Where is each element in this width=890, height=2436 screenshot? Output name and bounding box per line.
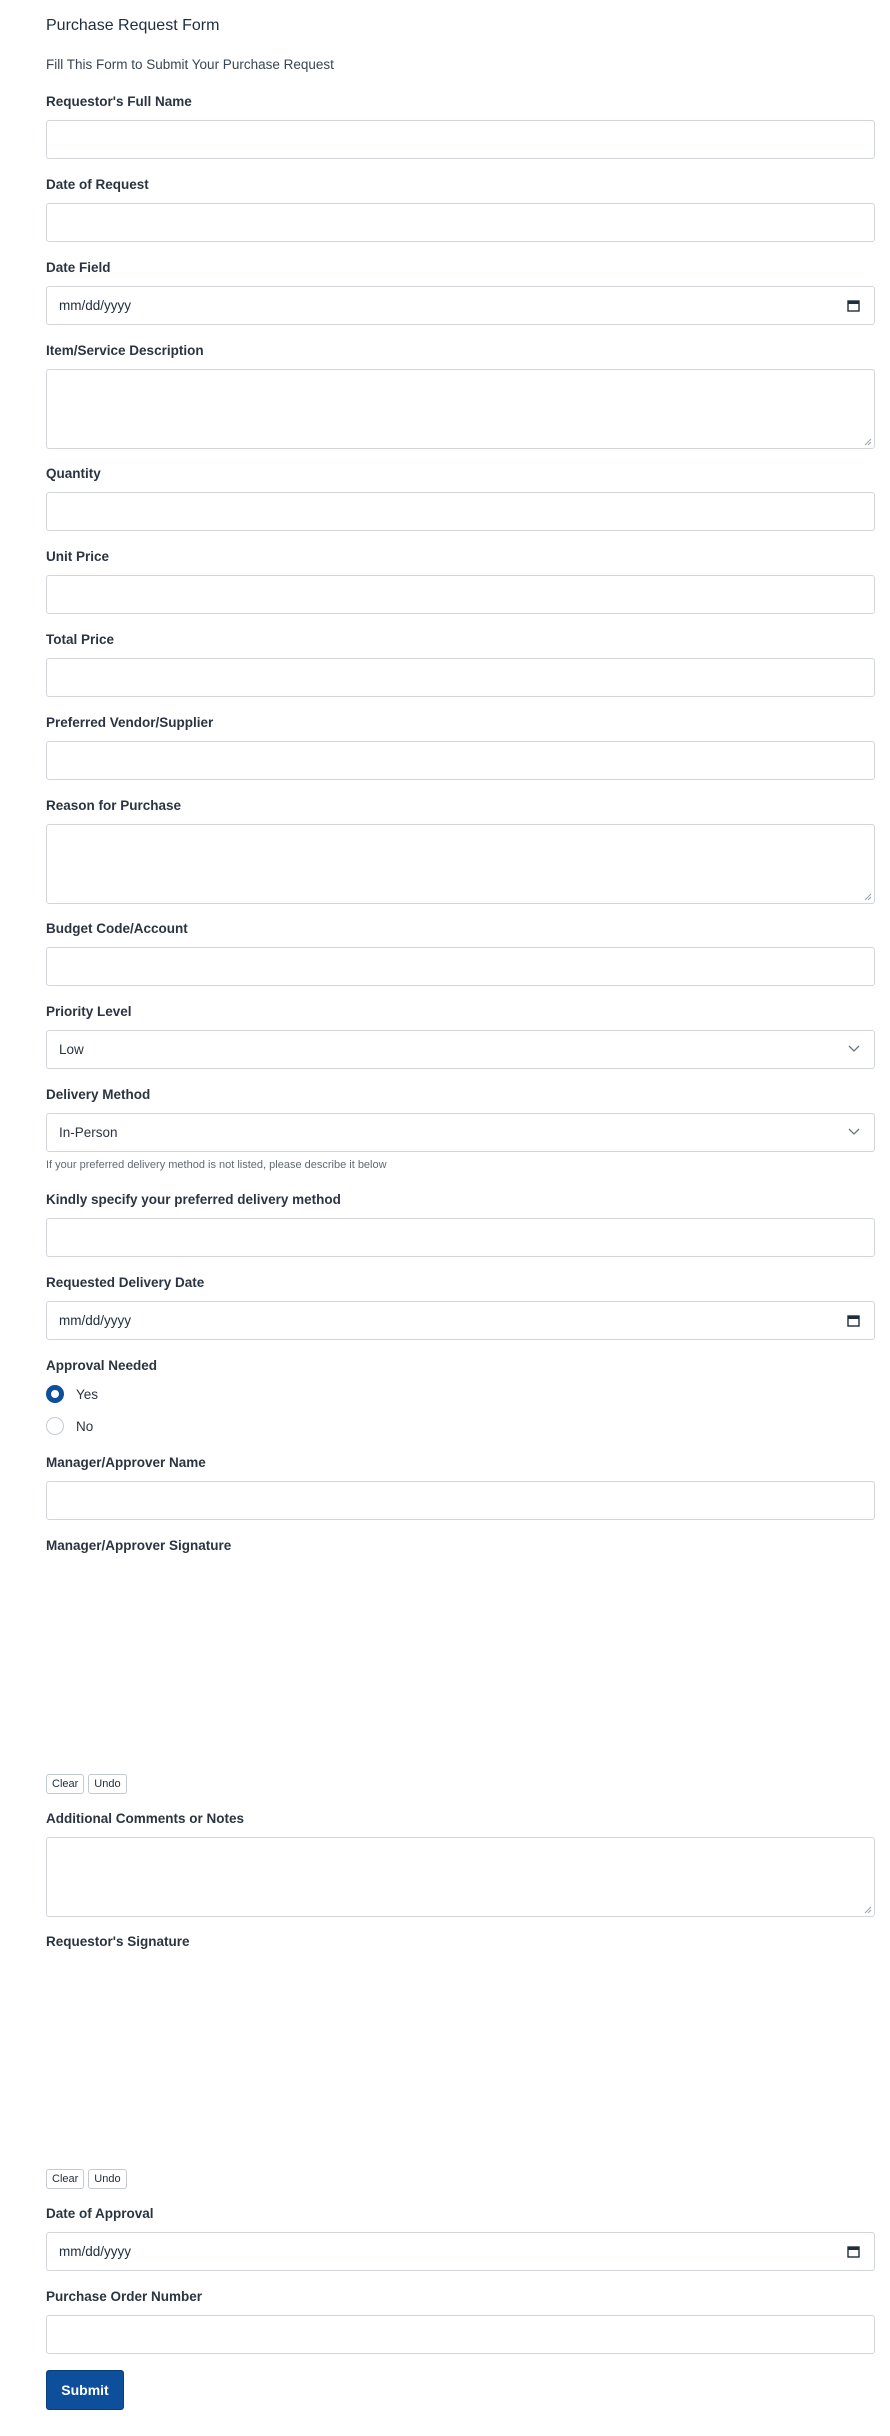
radio-yes[interactable] [46,1385,64,1403]
date-of-request-label: Date of Request [46,177,149,192]
chevron-down-icon [848,1128,860,1136]
resize-handle-icon[interactable] [864,893,872,901]
chevron-down-icon [848,1045,860,1053]
approval-needed-label: Approval Needed [46,1358,158,1373]
delivery-other-input[interactable] [46,1218,875,1257]
approval-no-option[interactable] [46,1415,93,1437]
approval-yes-option[interactable] [46,1383,98,1405]
requested-delivery-date-placeholder: mm/dd/yyyy [59,1313,132,1328]
date-field-placeholder: mm/dd/yyyy [59,298,132,313]
date-of-approval-input[interactable] [46,2232,875,2271]
delivery-method-select[interactable] [46,1113,875,1152]
radio-yes-label: Yes [76,1386,99,1402]
total-price-label: Total Price [46,632,115,647]
requestor-signature-pad[interactable] [46,1958,875,2158]
approver-name-input[interactable] [46,1481,875,1520]
date-field-label: Date Field [46,260,111,275]
preferred-vendor-input[interactable] [46,741,875,780]
comments-textarea[interactable] [46,1837,875,1917]
calendar-icon[interactable] [847,2245,860,2258]
comments-label: Additional Comments or Notes [46,1811,245,1826]
delivery-other-label: Kindly specify your preferred delivery method [46,1192,341,1207]
unit-price-input[interactable] [46,575,875,614]
reason-label: Reason for Purchase [46,798,182,813]
delivery-method-label: Delivery Method [46,1087,151,1102]
requested-delivery-date-label: Requested Delivery Date [46,1275,205,1290]
calendar-icon[interactable] [847,1314,860,1327]
requestor-signature-clear-button[interactable]: Clear [46,2169,84,2189]
priority-level-label: Priority Level [46,1004,132,1019]
approver-signature-undo-button[interactable]: Undo [88,1774,126,1794]
unit-price-label: Unit Price [46,549,110,564]
budget-code-label: Budget Code/Account [46,921,188,936]
submit-button[interactable]: Submit [46,2370,124,2410]
requestor-name-label: Requestor's Full Name [46,94,192,109]
approver-name-label: Manager/Approver Name [46,1455,206,1470]
item-description-textarea[interactable] [46,369,875,449]
priority-level-select[interactable] [46,1030,875,1069]
item-description-label: Item/Service Description [46,343,204,358]
preferred-vendor-label: Preferred Vendor/Supplier [46,715,214,730]
date-of-approval-label: Date of Approval [46,2206,154,2221]
quantity-label: Quantity [46,466,101,481]
approver-signature-clear-button[interactable]: Clear [46,1774,84,1794]
page-title: Purchase Request Form [46,17,220,34]
budget-code-input[interactable] [46,947,875,986]
date-of-request-input[interactable] [46,203,875,242]
requested-delivery-date-input[interactable] [46,1301,875,1340]
requestor-signature-undo-button[interactable]: Undo [88,2169,126,2189]
page-subtitle: Fill This Form to Submit Your Purchase Request [46,57,334,72]
date-field-input[interactable] [46,286,875,325]
requestor-name-input[interactable] [46,120,875,159]
resize-handle-icon[interactable] [864,1906,872,1914]
total-price-input[interactable] [46,658,875,697]
radio-no-label: No [76,1418,94,1434]
reason-textarea[interactable] [46,824,875,904]
delivery-method-help: If your preferred delivery method is not listed, please describe it below [46,1159,387,1171]
quantity-input[interactable] [46,492,875,531]
date-of-approval-placeholder: mm/dd/yyyy [59,2244,132,2259]
delivery-method-value: In-Person [59,1125,118,1140]
po-number-input[interactable] [46,2315,875,2354]
approver-signature-label: Manager/Approver Signature [46,1538,232,1553]
radio-no[interactable] [46,1417,64,1435]
approver-signature-pad[interactable] [46,1562,875,1762]
resize-handle-icon[interactable] [864,438,872,446]
calendar-icon[interactable] [847,299,860,312]
po-number-label: Purchase Order Number [46,2289,203,2304]
requestor-signature-label: Requestor's Signature [46,1934,190,1949]
priority-level-value: Low [59,1042,84,1057]
